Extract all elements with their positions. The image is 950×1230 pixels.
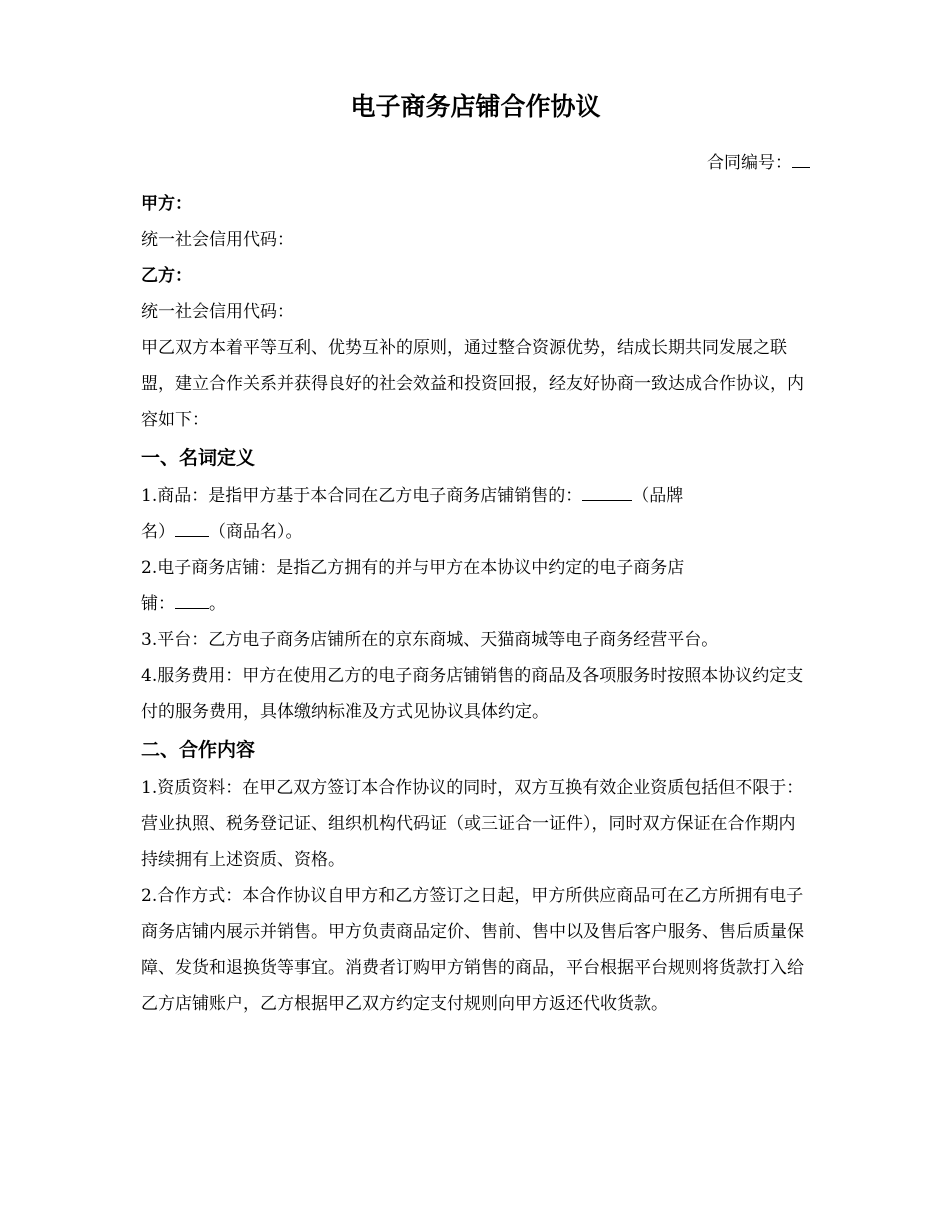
document-title: 电子商务店铺合作协议: [350, 92, 601, 121]
section1-item4: 4.服务费用：甲方在使用乙方的电子商务店铺销售的商品及各项服务时按照本协议约定支付的服务费用，具体缴纳标准及方式见协议具体约定。: [141, 666, 804, 722]
contract-number-blank: [792, 150, 810, 168]
document-body: [141, 186, 810, 1022]
contract-number: [707, 149, 810, 177]
section1-item3: 3.平台：乙方电子商务店铺所在的京东商城、天猫商城等电子商务经营平台。: [141, 630, 719, 650]
section2-heading: 二、合作内容: [141, 739, 256, 761]
section1-item2-line2: 铺： 。: [141, 586, 810, 622]
product-name-blank: [175, 519, 209, 537]
section1-heading: 一、名词定义: [141, 447, 256, 469]
section1-item1-line2: 名） （商品名）。: [141, 514, 810, 550]
section1-item1-line1: 1.商品：是指甲方基于本合同在乙方电子商务店铺销售的： （品牌: [141, 478, 810, 514]
section2-item1: 1.资质资料：在甲乙双方签订本合作协议的同时，双方互换有效企业资质包括但不限于：营业执照、税务登记证、组织机构代码证（或三证合一证件），同时双方保证在合作期内持续拥有上述资质、资格。: [141, 778, 804, 870]
contract-number-label: 合同编号：: [707, 153, 792, 173]
intro-paragraph: 甲乙双方本着平等互利、优势互补的原则，通过整合资源优势，结成长期共同发展之联盟，建立合作关系并获得良好的社会效益和投资回报，经友好协商一致达成合作协议，内容如下：: [141, 338, 804, 430]
party-a-credit-code-label: 统一社会信用代码：: [141, 230, 294, 250]
brand-name-blank: [582, 483, 632, 501]
party-b-label: 乙方：: [141, 266, 192, 286]
party-a-label: 甲方：: [141, 194, 192, 214]
section1-item2-line1: 2.电子商务店铺：是指乙方拥有的并与甲方在本协议中约定的电子商务店: [141, 558, 685, 578]
party-b-credit-code-label: 统一社会信用代码：: [141, 302, 294, 322]
store-name-blank: [175, 591, 209, 609]
section2-item2: 2.合作方式：本合作协议自甲方和乙方签订之日起，甲方所供应商品可在乙方所拥有电子商务店铺内展示并销售。甲方负责商品定价、售前、售中以及售后客户服务、售后质量保障、发货和退换货等事宜。消费者订购甲方销售的商品，平台根据平台规则将货款打入给乙方店铺账户，乙方根据甲乙双方约定支付规则向甲方返还代收货款。: [141, 886, 804, 1014]
